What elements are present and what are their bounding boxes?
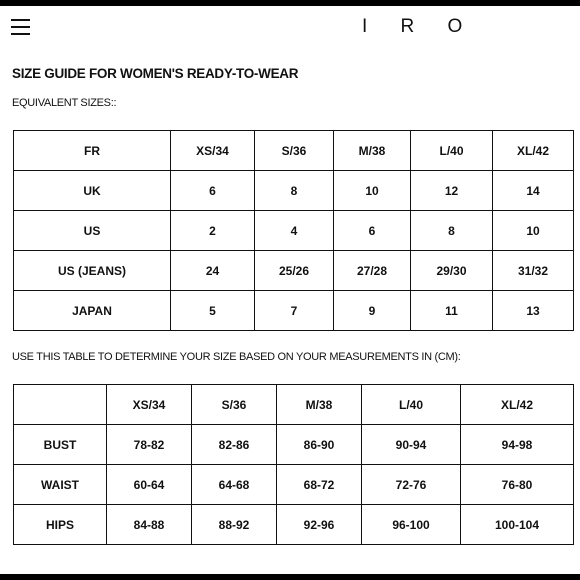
column-header-cell: XL/42 [461, 385, 574, 425]
section-label-equivalent-sizes: EQUIVALENT SIZES:: [12, 97, 117, 109]
table-cell: 90-94 [362, 425, 461, 465]
hamburger-menu-icon[interactable] [11, 19, 30, 35]
row-header-cell: HIPS [14, 505, 107, 545]
table-cell: 76-80 [461, 465, 574, 505]
row-header-cell: UK [14, 171, 171, 211]
table-row [14, 291, 574, 331]
row-header-cell: WAIST [14, 465, 107, 505]
table-cell: 2 [171, 211, 255, 251]
column-header-cell: XL/42 [493, 131, 574, 171]
table-cell: 4 [255, 211, 334, 251]
column-header-cell: S/36 [255, 131, 334, 171]
table-cell: 9 [334, 291, 411, 331]
table-cell: 84-88 [107, 505, 192, 545]
table-row [14, 465, 574, 505]
table-cell: 12 [411, 171, 493, 211]
table-cell: 29/30 [411, 251, 493, 291]
column-header-cell: M/38 [277, 385, 362, 425]
equivalent-sizes-table [13, 130, 574, 331]
table-cell: 25/26 [255, 251, 334, 291]
table-cell: 86-90 [277, 425, 362, 465]
table-cell: 82-86 [192, 425, 277, 465]
table-cell: 68-72 [277, 465, 362, 505]
row-header-cell: US (JEANS) [14, 251, 171, 291]
column-header-cell: M/38 [334, 131, 411, 171]
table-cell: 8 [255, 171, 334, 211]
table-cell: 92-96 [277, 505, 362, 545]
table-cell: 5 [171, 291, 255, 331]
table-cell: 78-82 [107, 425, 192, 465]
table-cell: 27/28 [334, 251, 411, 291]
column-header-cell: L/40 [362, 385, 461, 425]
top-border [0, 0, 580, 6]
table-cell: 6 [171, 171, 255, 211]
table-cell: 7 [255, 291, 334, 331]
table-row [14, 425, 574, 465]
table-cell: 13 [493, 291, 574, 331]
table-cell: 10 [334, 171, 411, 211]
table-cell: 8 [411, 211, 493, 251]
page-title: SIZE GUIDE FOR WOMEN'S READY-TO-WEAR [12, 66, 299, 81]
brand-logo[interactable]: I R O [362, 16, 477, 37]
measurements-table [13, 384, 574, 545]
table-cell: 100-104 [461, 505, 574, 545]
table-row [14, 171, 574, 211]
table-cell: 60-64 [107, 465, 192, 505]
table-cell: 96-100 [362, 505, 461, 545]
table-cell: 64-68 [192, 465, 277, 505]
table-row [14, 131, 574, 171]
table-cell: 72-76 [362, 465, 461, 505]
table-cell: 31/32 [493, 251, 574, 291]
table-cell: 24 [171, 251, 255, 291]
column-header-cell [14, 385, 107, 425]
column-header-cell: S/36 [192, 385, 277, 425]
table-row [14, 251, 574, 291]
row-header-cell: BUST [14, 425, 107, 465]
table-cell: 14 [493, 171, 574, 211]
measurements-note: USE THIS TABLE TO DETERMINE YOUR SIZE BASED ON YOUR MEASUREMENTS IN (CM): [12, 351, 461, 363]
table-cell: 6 [334, 211, 411, 251]
table-cell: 88-92 [192, 505, 277, 545]
table-row [14, 385, 574, 425]
table-cell: 10 [493, 211, 574, 251]
row-header-cell: JAPAN [14, 291, 171, 331]
table-row [14, 505, 574, 545]
table-row [14, 211, 574, 251]
row-header-cell: US [14, 211, 171, 251]
table-cell: 94-98 [461, 425, 574, 465]
column-header-cell: L/40 [411, 131, 493, 171]
column-header-cell: XS/34 [107, 385, 192, 425]
column-header-cell: FR [14, 131, 171, 171]
column-header-cell: XS/34 [171, 131, 255, 171]
table-cell: 11 [411, 291, 493, 331]
bottom-border [0, 574, 580, 580]
